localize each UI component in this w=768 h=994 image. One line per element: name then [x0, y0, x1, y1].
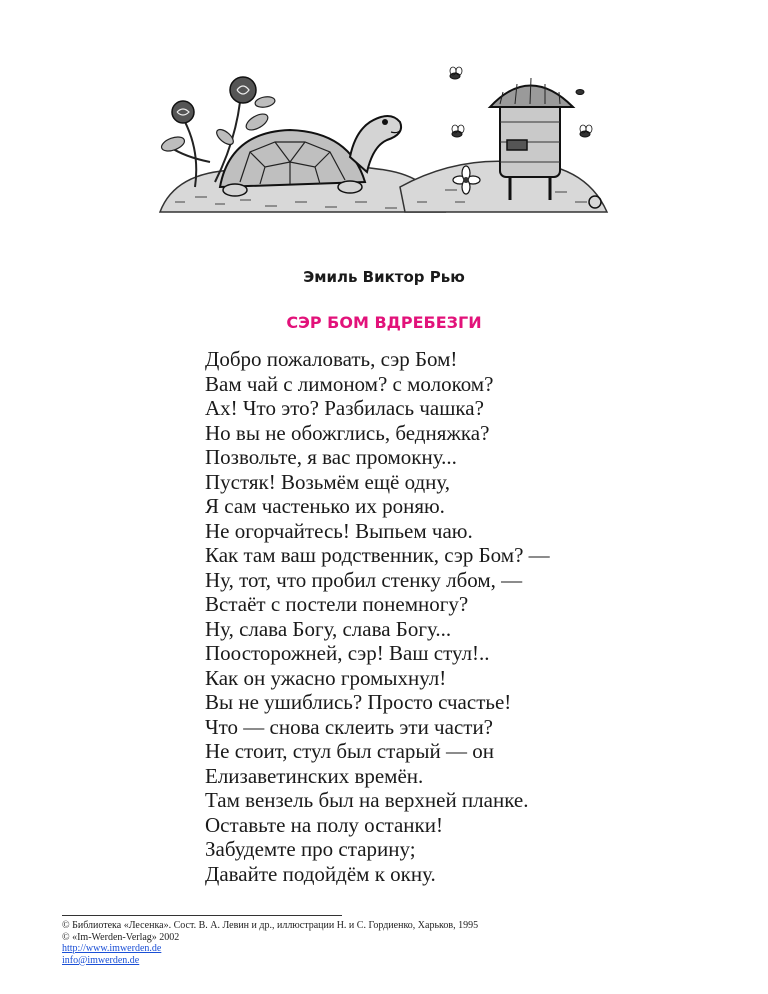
- poem-title: СЭР БОМ ВДРЕБЕЗГИ: [286, 313, 482, 332]
- poem-line: Елизаветинских времён.: [205, 763, 424, 788]
- publisher-copyright: © «Im-Werden-Verlag» 2002: [62, 931, 180, 943]
- footnote: [62, 920, 478, 966]
- poem-line: Ну, слава Богу, слава Богу...: [205, 616, 452, 641]
- footnote-divider: [62, 915, 342, 916]
- poem-line: Я сам частенько их роняю.: [205, 494, 445, 518]
- poem-line: Пустяк! Возьмём ещё одну,: [205, 469, 451, 494]
- poem-line: Позвольте, я вас промокну...: [205, 445, 457, 469]
- website-link[interactable]: http://www.imwerden.de: [62, 943, 162, 954]
- poem-line: Ну, тот, что пробил стенку лбом, —: [205, 567, 523, 592]
- poem-line: Вы не ушиблись? Просто счастье!: [205, 690, 512, 714]
- poem-line: Там вензель был на верхней планке.: [205, 788, 529, 812]
- poem-line: Добро пожаловать, сэр Бом!: [205, 347, 458, 371]
- poem-line: Как он ужасно громыхнул!: [205, 665, 447, 690]
- poem-line: Оставьте на полу останки!: [205, 812, 443, 837]
- library-credit: © Библиотека «Лесенка». Сост. В. А. Левин и др., иллюстрации Н. и С. Гордиенко, Харьков, 1995: [62, 920, 479, 931]
- poem-line: Не стоит, стул был старый — он: [205, 739, 495, 763]
- poem-line: Поосторожней, сэр! Ваш стул!..: [205, 641, 490, 665]
- poem-line: Вам чай с лимоном? с молоком?: [205, 371, 494, 396]
- poem-line: Давайте подойдём к окну.: [205, 861, 436, 886]
- poem-line: Ах! Что это? Разбилась чашка?: [205, 396, 484, 420]
- poem-line: Но вы не обожглись, бедняжка?: [205, 420, 490, 445]
- poem-line: Не огорчайтесь! Выпьем чаю.: [205, 518, 473, 543]
- turtle-beehive-illustration: [155, 62, 610, 222]
- poem-line: Как там ваш родственник, сэр Бом? —: [205, 543, 550, 567]
- poem-text: [205, 347, 550, 886]
- email-link[interactable]: info@imwerden.de: [62, 954, 140, 966]
- author-name: Эмиль Виктор Рью: [303, 268, 465, 286]
- poem-line: Забудемте про старину;: [205, 837, 416, 861]
- poem-line: Что — снова склеить эти части?: [205, 714, 494, 739]
- poem-line: Встаёт с постели понемногу?: [205, 592, 469, 616]
